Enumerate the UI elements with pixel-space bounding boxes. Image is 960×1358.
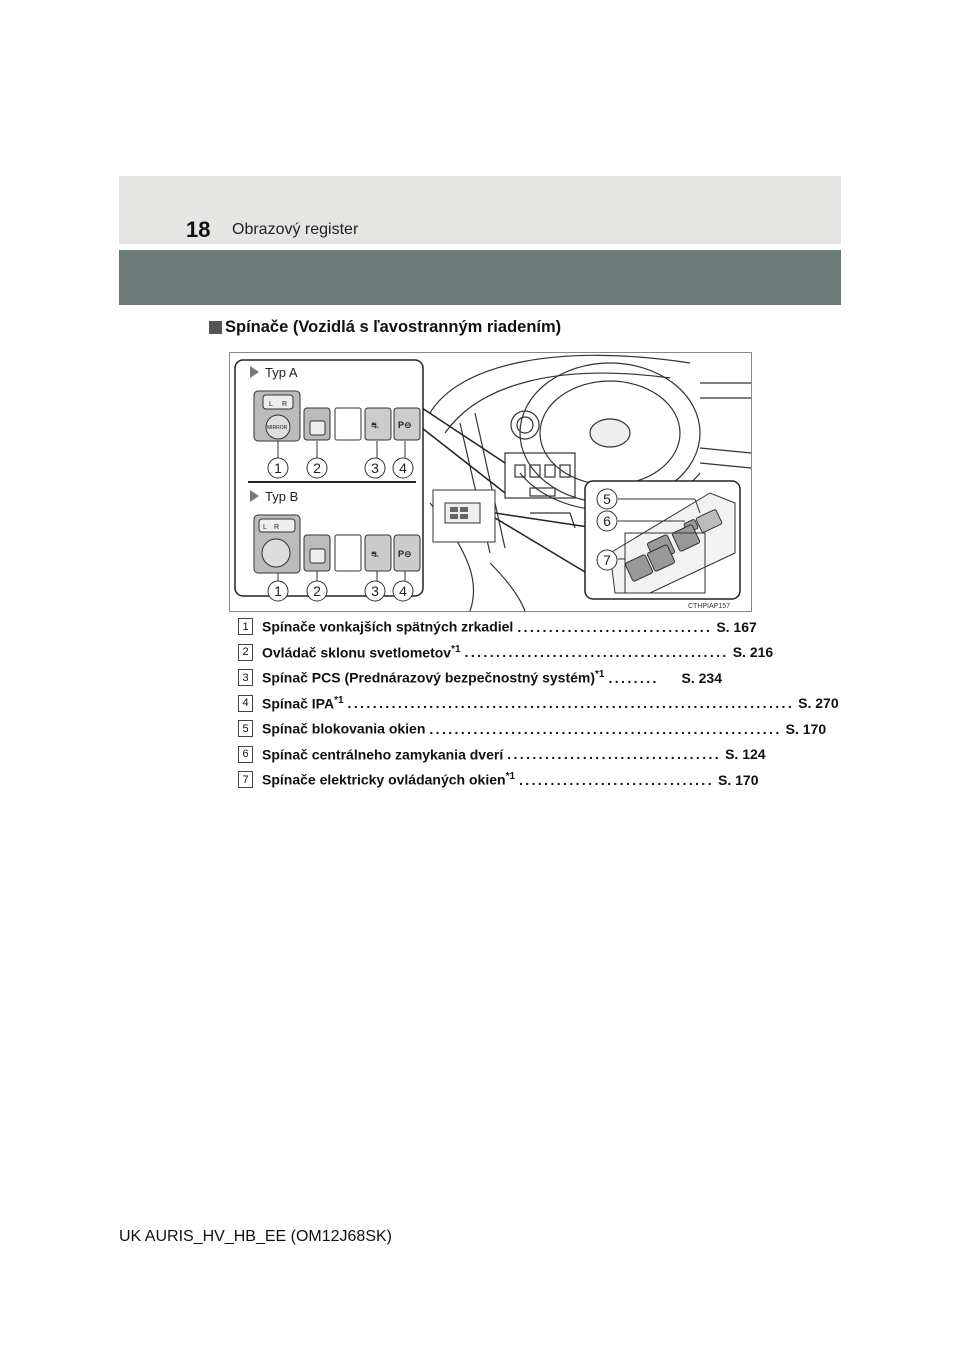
typ-b-label: Typ B	[265, 489, 299, 504]
svg-text:P⊖: P⊖	[398, 549, 412, 559]
item-dots: ...............................	[519, 771, 714, 788]
callout-5: 5	[603, 491, 611, 507]
item-footnote: *1	[451, 643, 461, 655]
item-label: Ovládač sklonu svetlometov	[262, 644, 452, 661]
item-label: Spínač centrálneho zamykania dverí	[262, 746, 504, 763]
item-page-ref[interactable]: S. 167	[716, 618, 757, 635]
typ-a-label: Typ A	[265, 365, 298, 380]
item-dots: .......................................................................	[347, 695, 795, 712]
callout-b-1: 1	[274, 583, 282, 599]
list-item	[238, 640, 774, 666]
typ-a-r-label: R	[282, 401, 288, 408]
callout-3: 3	[371, 460, 379, 476]
type-panel	[235, 360, 423, 601]
heading-text: Spínače (Vozidlá s ľavostranným riadením)	[225, 318, 562, 336]
callout-b-3: 3	[371, 583, 379, 599]
list-item	[238, 742, 766, 768]
footer-model-code: UK AURIS_HV_HB_EE (OM12J68SK)	[119, 1228, 392, 1245]
item-footnote: *1	[505, 771, 516, 783]
item-dots: ........................................................	[429, 720, 782, 737]
switches-figure	[229, 352, 752, 612]
header-band	[119, 176, 841, 244]
page-number: 18	[186, 217, 211, 242]
item-dots: ..................................	[507, 746, 722, 763]
item-label: Spínače vonkajších spätných zrkadiel	[262, 619, 514, 636]
switch-list	[238, 614, 839, 793]
figure-code: CTHPIAP157	[688, 603, 731, 610]
list-item	[238, 614, 757, 640]
item-dots: ........	[608, 669, 659, 686]
svg-text:P⊖: P⊖	[398, 420, 412, 430]
item-page-ref[interactable]: S. 216	[732, 644, 774, 661]
item-dots: ...............................	[517, 618, 713, 635]
item-number: 1	[238, 618, 253, 635]
item-number: 5	[238, 720, 253, 737]
figure-illustration	[230, 353, 751, 611]
item-number: 4	[238, 695, 253, 712]
item-label: Spínač PCS (Prednárazový bezpečnostný systém)	[262, 670, 595, 687]
item-dots: ..........................................	[464, 644, 729, 661]
item-label: Spínače elektricky ovládaných okien	[262, 772, 506, 789]
item-page-ref[interactable]: S. 170	[785, 720, 827, 737]
item-number: 7	[238, 771, 253, 788]
svg-text:⛐: ⛐	[371, 549, 379, 559]
typ-a-mirror-label: MIRROR	[267, 425, 288, 431]
heading-square-icon	[209, 321, 222, 334]
list-item	[238, 665, 722, 691]
item-footnote: *1	[595, 669, 605, 681]
heading	[209, 318, 561, 337]
callout-b-2: 2	[313, 583, 321, 599]
callout-b-4: 4	[399, 583, 407, 599]
item-page-ref[interactable]: S. 124	[725, 746, 766, 763]
callout-6: 6	[603, 513, 611, 529]
section-title: Obrazový register	[232, 221, 359, 238]
typ-a-l-label: L	[269, 401, 273, 408]
callout-4: 4	[399, 460, 407, 476]
item-label: Spínač blokovania okien	[262, 721, 426, 738]
item-page-ref[interactable]: S. 170	[718, 771, 759, 788]
callout-1: 1	[274, 460, 282, 476]
callout-2: 2	[313, 460, 321, 476]
item-number: 3	[238, 669, 253, 686]
item-number: 6	[238, 746, 253, 763]
item-page-ref[interactable]: S. 234	[681, 669, 722, 686]
list-item	[238, 716, 827, 742]
dark-band	[119, 250, 841, 305]
typ-b-l-label: L	[263, 524, 267, 531]
list-item	[238, 691, 839, 717]
item-number: 2	[238, 644, 253, 661]
typ-b-r-label: R	[274, 524, 280, 531]
item-label: Spínač IPA	[262, 695, 335, 712]
list-item	[238, 767, 759, 793]
item-page-ref[interactable]: S. 270	[798, 695, 839, 712]
callout-7: 7	[603, 552, 611, 568]
item-footnote: *1	[334, 694, 344, 706]
door-switch-inset	[433, 490, 495, 542]
svg-text:⛐: ⛐	[371, 420, 379, 430]
